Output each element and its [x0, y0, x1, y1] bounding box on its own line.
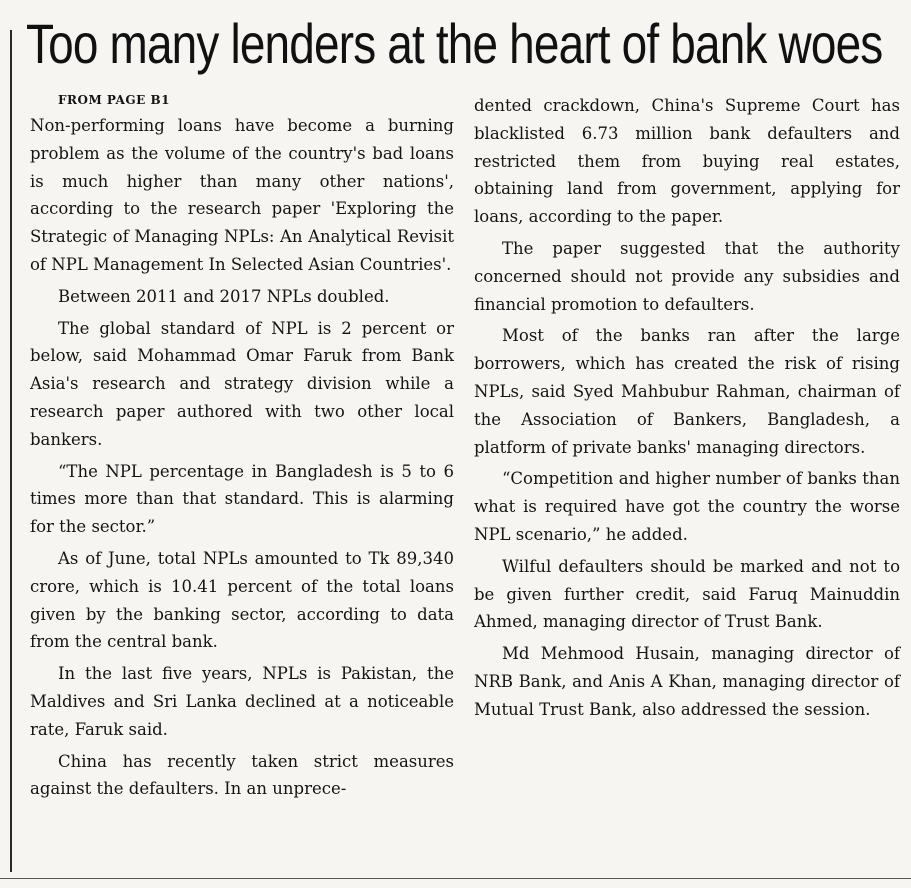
- headline: Too many lenders at the heart of bank woes: [26, 12, 883, 75]
- paragraph: In the last five years, NPLs is Pakistan, the Maldives and Sri Lanka declined at a noticeable rate, Faruk said.: [30, 664, 454, 739]
- paragraph: The paper suggested that the authority concerned should not provide any subsidies and financial promotion to defaulters.: [474, 238, 900, 314]
- jump-line: FROM PAGE B1: [58, 93, 170, 107]
- paragraph: The global standard of NPL is 2 percent or below, said Mohammad Omar Faruk from Bank Asia's research and strategy division while a research paper authored with two other local bankers.: [30, 318, 454, 449]
- paragraph: “Competition and higher number of banks than what is required have got the country the worse NPL scenario,” he added.: [474, 469, 900, 544]
- paragraph: Wilful defaulters should be marked and not to be given further credit, said Faruq Mainuddin Ahmed, managing director of Trust Bank.: [474, 556, 900, 632]
- paragraph: Md Mehmood Husain, managing director of NRB Bank, and Anis A Khan, managing director of Mutual Trust Bank, also addressed the session.: [474, 644, 900, 719]
- paragraph: China has recently taken strict measures against the defaulters. In an unprece-: [30, 751, 454, 799]
- paragraph: “The NPL percentage in Bangladesh is 5 to 6 times more than that standard. This is alarming for the sector.”: [30, 461, 454, 537]
- paragraph: As of June, total NPLs amounted to Tk 89,340 crore, which is 10.41 percent of the total loans given by the banking sector, according to data from the central bank.: [30, 548, 454, 652]
- left-column-rule: [10, 30, 12, 872]
- paragraph: Most of the banks ran after the large borrowers, which has created the risk of rising NPLs, said Syed Mahbubur Rahman, chairman of the Association of Bankers, Bangladesh, a platform of private banks' managing directors.: [474, 326, 900, 457]
- paragraph: dented crackdown, China's Supreme Court has blacklisted 6.73 million bank defaulters and restricted them from buying real estates, obtaining land from government, applying for loans, according to the paper.: [474, 96, 900, 227]
- right-column: [474, 92, 900, 728]
- left-column: [30, 92, 454, 807]
- paragraph: Non-performing loans have become a burning problem as the volume of the country's bad loans is much higher than many other nations', according to the research paper 'Exploring the Strategic of Managing NPLs: An Analytical Revisit of NPL Management In Selected Asian Countries'.: [30, 116, 454, 274]
- bottom-rule: [0, 878, 911, 879]
- paragraph: Between 2011 and 2017 NPLs doubled.: [58, 286, 390, 306]
